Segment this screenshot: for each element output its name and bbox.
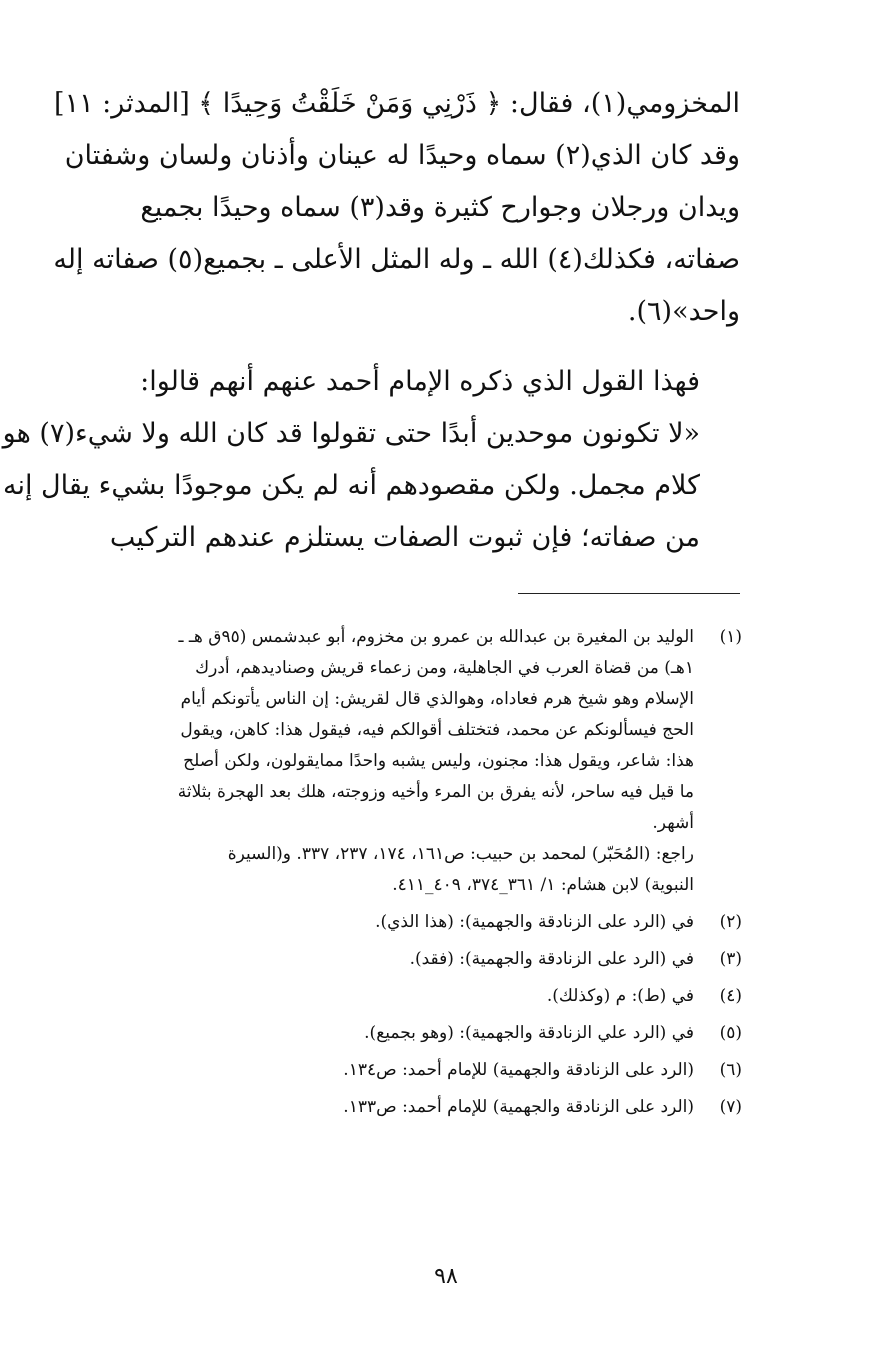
text-line: من صفاته؛ فإن ثبوت الصفات يستلزم عندهم التركيب [109, 522, 700, 553]
footnote-text [66, 622, 694, 901]
footnote-number: (٥) [719, 1023, 742, 1043]
footnote-separator [518, 593, 740, 594]
footnote-text: (الرد على الزنادقة والجهمية) للإمام أحمد: ص١٣٤. [343, 1060, 694, 1080]
footnote-number: (٤) [719, 986, 742, 1006]
footnote-reference-line: النبوية) لابن هشام: ١/ ٣٦١_٣٧٤، ٤٠٩_٤١١. [392, 875, 694, 895]
footnote-line: أشهر. [652, 813, 694, 833]
footnote-line: الحج فيسألونكم عن محمد، فتختلف أقوالكم فيه، فيقول هذا: كاهن، ويقول [180, 720, 694, 740]
text-line: المخزومي(١)، فقال: ﴿ ذَرْنِي وَمَنْ خَلَقْتُ وَحِيدًا ﴾ [المدثر: ١١] [54, 88, 740, 119]
paragraph-1 [53, 78, 740, 338]
footnote-line: هذا: شاعر، ويقول هذا: مجنون، وليس يشبه واحدًا ممايقولون، ولكن أصلح [183, 751, 694, 771]
footnote-text: في (ط): م (وكذلك). [546, 986, 694, 1006]
text-line: «لا تكونون موحدين أبدًا حتى تقولوا قد كان الله ولا شيء(٧) هو [2, 418, 700, 449]
footnote-4 [66, 981, 742, 1012]
footnotes [66, 622, 742, 1129]
footnote-5 [66, 1018, 742, 1049]
footnote-6 [66, 1055, 742, 1086]
footnote-reference-line: راجع: (المُحَبّر) لمحمد بن حبيب: ص١٦١، ١٧٤، ٢٣٧، ٣٣٧. و(السيرة [227, 844, 694, 864]
page-number: ٩٨ [434, 1264, 458, 1289]
footnote-number: (٦) [719, 1060, 742, 1080]
text-line: ويدان ورجلان وجوارح كثيرة وقد(٣) سماه وحيدًا بجميع [140, 192, 740, 223]
footnote-3 [66, 944, 742, 975]
main-text [2, 78, 740, 564]
footnote-line: ما قيل فيه ساحر، لأنه يفرق بن المرء وأخيه وزوجته، هلك بعد الهجرة بثلاثة [177, 782, 694, 802]
text-line: كلام مجمل. ولكن مقصودهم أنه لم يكن موجودًا بشيء يقال إنه [2, 470, 700, 501]
footnote-text: في (الرد على الزنادقة والجهمية): (فقد). [409, 949, 694, 969]
text-line: واحد»(٦). [627, 296, 740, 327]
footnote-line: الوليد بن المغيرة بن عبدالله بن عمرو بن مخزوم، أبو عبدشمس (٩٥ق هـ ـ [178, 627, 694, 647]
footnote-1 [66, 622, 742, 901]
footnote-2 [66, 907, 742, 938]
text-line: صفاته، فكذلك(٤) الله ـ وله المثل الأعلى ـ بجميع(٥) صفاته إله [53, 244, 740, 275]
text-line: فهذا القول الذي ذكره الإمام أحمد عنهم أنهم قالوا: [140, 366, 700, 397]
footnote-line: ١هـ) من قضاة العرب في الجاهلية، ومن زعماء قريش وصناديدهم، أدرك [195, 658, 694, 678]
footnote-number: (٧) [719, 1097, 742, 1117]
footnote-line: الإسلام وهو شيخ هرم فعاداه، وهوالذي قال لقريش: إن الناس يأتونكم أيام [180, 689, 694, 709]
footnote-text: (الرد على الزنادقة والجهمية) للإمام أحمد: ص١٣٣. [343, 1097, 694, 1117]
footnote-text: في (الرد علي الزنادقة والجهمية): (وهو بجميع). [364, 1023, 694, 1043]
paragraph-2 [2, 356, 740, 564]
text-line: وقد كان الذي(٢) سماه وحيدًا له عينان وأذنان ولسان وشفتان [64, 140, 740, 171]
footnote-number: (٢) [719, 912, 742, 932]
footnote-number: (١) [719, 627, 742, 647]
footnote-number: (٣) [719, 949, 742, 969]
footnote-7 [66, 1092, 742, 1123]
footnote-text: في (الرد على الزنادقة والجهمية): (هذا الذي). [375, 912, 694, 932]
